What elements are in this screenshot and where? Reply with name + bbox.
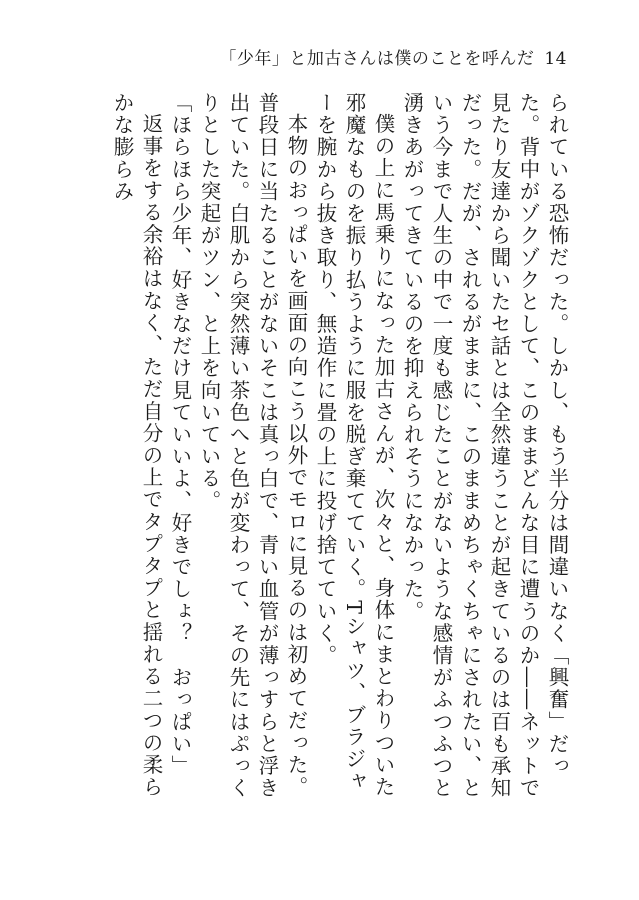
running-head <box>219 44 567 69</box>
paragraph-1: られている恐怖だった。しかし、もう半分は間違いなく「興奮」だった。背中がゾクゾクとして、このままどんな目に遭うのか――ネットで見たり友達から聞いたセ話とは全然違うことが起きているのは百も承知だった。だが、されるがままに、このままめちゃくちゃにされたい、という今まで人生の中で一度も感じたことがないような感情がふつふつと湧きあがってきているのを抑えられそうになかった。 <box>400 92 569 800</box>
paragraph-3: 本物のおっぱいを画面の向こう以外でモロに見るのは初めてだった。普段日に当たることがないそこは真っ白で、青い血管が薄っすらと浮き出ていた。白肌から突然薄い茶色へと色が変わって、その先にはぷっくりとした突起がツン、と上を向いている。 <box>197 92 308 800</box>
body-text <box>71 92 571 812</box>
chapter-title: 「少年」と加古さんは僕のことを呼んだ <box>219 49 535 69</box>
dialogue-line: 「ほらほら少年、好きなだけ見ていいよ、好きでしょ？ おっぱい」 <box>168 92 192 778</box>
page-number: 14 <box>544 49 567 69</box>
paragraph-2: 僕の上に馬乗りになった加古さんが、次々と、身体にまとわりついた邪魔なものを振り払うように服を脱ぎ棄てていく。Tシャツ、ブラジャーを腕から抜き取り、無造作に畳の上に投げ捨てていく。 <box>313 92 395 798</box>
paragraph-5: 返事をする余裕はなく、ただ自分の上でタプタプと揺れる二つの柔らかな膨らみ <box>110 92 163 798</box>
